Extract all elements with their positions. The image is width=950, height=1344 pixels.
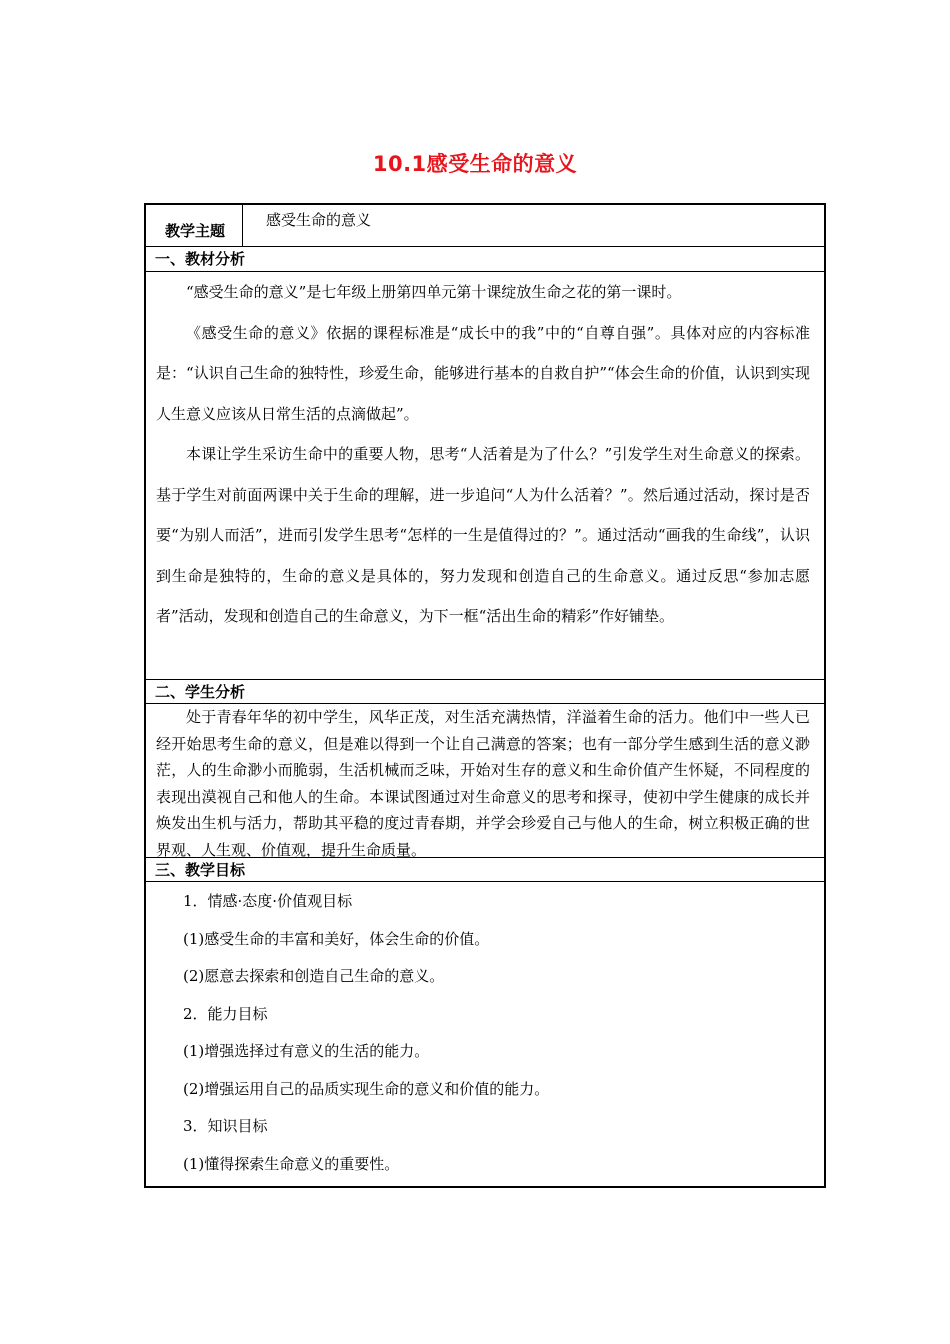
document-title: 10.1感受生命的意义 (372, 152, 578, 176)
material-paragraph: 本课让学生采访生命中的重要人物，思考“人活着是为了什么？”引发学生对生命意义的探索。基于学生对前面两课中关于生命的理解，进一步追问“人为什么活着？”。然后通过活动，探讨是否要“为别人而活”，进而引发学生思考“怎样的一生是值得过的？”。通过活动“画我的生命线”，认识到生命是独特的，生命的意义是具体的，努力发现和创造自己的生命意义。通过反思“参加志愿者”活动，发现和创造自己的生命意义，为下一框“活出生命的精彩”作好铺垫。 (156, 445, 810, 625)
topic-label: 教学主题 (165, 222, 226, 240)
goal-item: 2．能力目标 (183, 1004, 268, 1023)
section-heading-students: 二、学生分析 (146, 679, 824, 704)
topic-row (146, 205, 824, 247)
topic-value: 感受生命的意义 (266, 211, 372, 229)
student-paragraph: 处于青春年华的初中学生，风华正茂，对生活充满热情，洋溢着生命的活力。他们中一些人已经开始思考生命的意义，但是难以得到一个让自己满意的答案；也有一部分学生感到生活的意义渺茫，人的生命渺小而脆弱，生活机械而乏味，开始对生存的意义和生命价值产生怀疑，不同程度的表现出漠视自己和他人的生命。本课试图通过对生命意义的思考和探寻，使初中学生健康的成长并焕发出生机与活力，帮助其平稳的度过青春期，并学会珍爱自己与他人的生命，树立积极正确的世界观、人生观、价值观，提升生命质量。 (156, 708, 810, 859)
student-analysis-body (156, 704, 810, 859)
goal-item: (1)感受生命的丰富和美好，体会生命的价值。 (183, 929, 490, 948)
material-paragraph: “感受生命的意义”是七年级上册第四单元第十课绽放生命之花的第一课时。 (186, 283, 682, 301)
material-analysis-body (156, 272, 810, 685)
goal-item: 3．知识目标 (183, 1117, 268, 1135)
goal-item: (1)懂得探索生命意义的重要性。 (183, 1154, 400, 1173)
material-paragraph: 《感受生命的意义》依据的课程标准是“成长中的我”中的“自尊自强”。具体对应的内容标准是：“认识自己生命的独特性，珍爱生命，能够进行基本的自救自护”“体会生命的价值，认识到实现人生意义应该从日常生活的点滴做起”。 (156, 323, 810, 423)
goal-item: (2)愿意去探索和创造自己生命的意义。 (183, 967, 445, 985)
goal-item: 1．情感·态度·价值观目标 (183, 892, 353, 910)
lesson-plan-table (144, 203, 826, 1188)
teaching-goals-list (183, 883, 814, 1183)
goal-item: (2)增强运用自己的品质实现生命的意义和价值的能力。 (183, 1079, 550, 1098)
section-heading-goals: 三、教学目标 (146, 857, 824, 882)
goal-item: (1)增强选择过有意义的生活的能力。 (183, 1042, 430, 1060)
section-heading-material: 一、教材分析 (146, 247, 824, 272)
topic-label-cell (146, 205, 243, 246)
